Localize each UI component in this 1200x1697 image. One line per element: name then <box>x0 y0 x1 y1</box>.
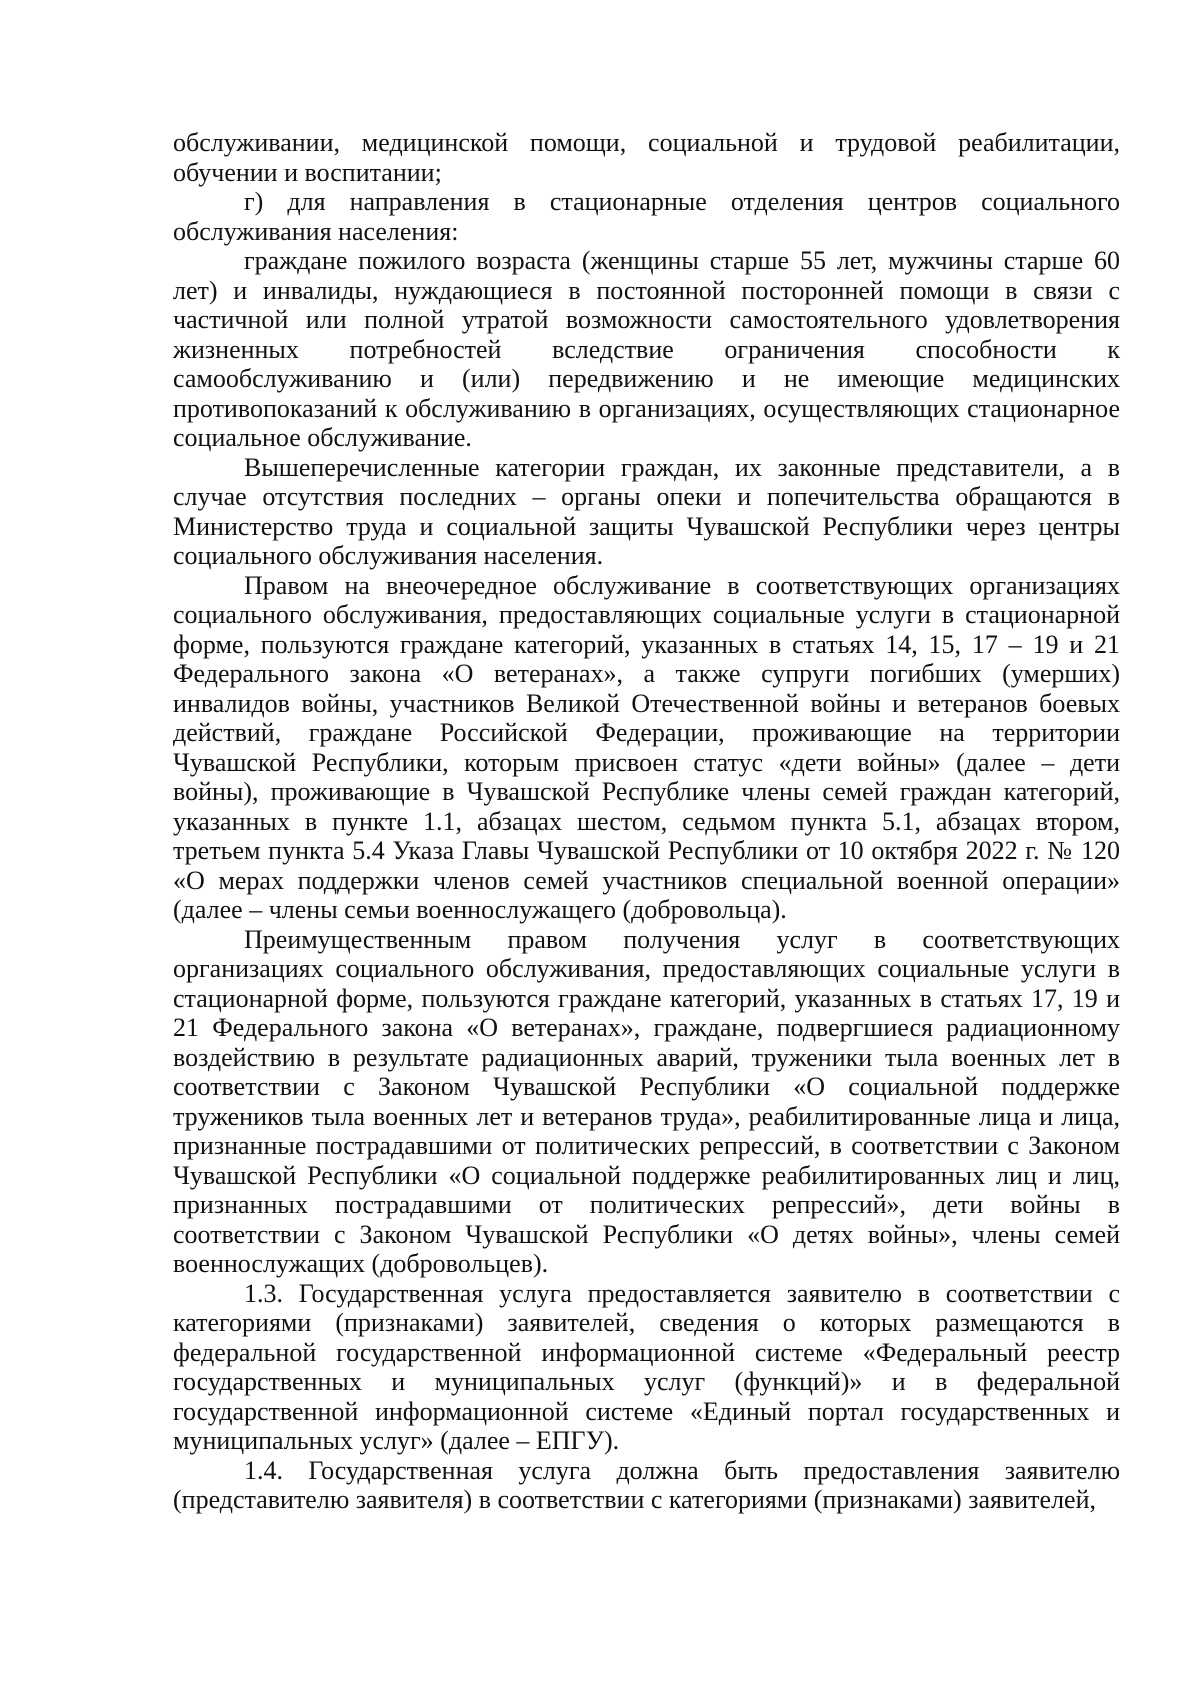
document-body <box>173 128 1120 1515</box>
paragraph-elderly-citizens: граждане пожилого возраста (женщины старше 55 лет, мужчины старше 60 лет) и инвалиды, нуждающиеся в постоянной посторонней помощи в связи с частичной или полной утратой возможности самостоятельного удовлетворения жизненных потребностей вследствие ограничения способности к самообслуживанию и (или) передвижению и не имеющие медицинских противопоказаний к обслуживанию в организациях, осуществляющих стационарное социальное обслуживание. <box>173 246 1120 452</box>
paragraph-section-1-3: 1.3. Государственная услуга предоставляется заявителю в соответствии с категориями (признаками) заявителей, сведения о которых размещаются в федеральной государственной информационной системе «Федеральный реестр государственных и муниципальных услуг (функций)» и в федеральной государственной информационной системе «Единый портал государственных и муниципальных услуг» (далее – ЕПГУ). <box>173 1278 1120 1455</box>
paragraph-section-1-4: 1.4. Государственная услуга должна быть предоставления заявителю (представителю заявителя) в соответствии с категориями (признаками) заявителей, <box>173 1455 1120 1514</box>
paragraph-preferential-right: Преимущественным правом получения услуг в соответствующих организациях социального обслуживания, предоставляющих социальные услуги в стационарной форме, пользуются граждане категорий, указанных в статьях 17, 19 и 21 Федерального закона «О ветеранах», граждане, подвергшиеся радиационному воздействию в результате радиационных аварий, труженики тыла военных лет в соответствии с Законом Чувашской Республики «О социальной поддержке тружеников тыла военных лет и ветеранов труда», реабилитированные лица и лица, признанные пострадавшими от политических репрессий, в соответствии с Законом Чувашской Республики «О социальной поддержке реабилитированных лиц и лиц, признанных пострадавшими от политических репрессий», дети войны в соответствии с Законом Чувашской Республики «О детях войны», члены семей военнослужащих (добровольцев). <box>173 924 1120 1278</box>
paragraph-item-g: г) для направления в стационарные отделения центров социального обслуживания населения: <box>173 187 1120 246</box>
paragraph-priority-right: Правом на внеочередное обслуживание в соответствующих организациях социального обслуживания, предоставляющих социальные услуги в стационарной форме, пользуются граждане категорий, указанных в статьях 14, 15, 17 – 19 и 21 Федерального закона «О ветеранах», а также супруги погибших (умерших) инвалидов войны, участников Великой Отечественной войны и ветеранов боевых действий, граждане Российской Федерации, проживающие на территории Чувашской Республики, которым присвоен статус «дети войны» (далее – дети войны), проживающие в Чувашской Республике члены семей граждан категорий, указанных в пункте 1.1, абзацах шестом, седьмом пункта 5.1, абзацах втором, третьем пункта 5.4 Указа Главы Чувашской Республики от 10 октября 2022 г. № 120 «О мерах поддержки членов семей участников специальной военной операции» (далее – члены семьи военнослужащего (добровольца). <box>173 570 1120 924</box>
paragraph-continuation: обслуживании, медицинской помощи, социальной и трудовой реабилитации, обучении и воспитании; <box>173 128 1120 187</box>
paragraph-application-procedure: Вышеперечисленные категории граждан, их законные представители, а в случае отсутствия последних – органы опеки и попечительства обращаются в Министерство труда и социальной защиты Чувашской Республики через центры социального обслуживания населения. <box>173 452 1120 570</box>
